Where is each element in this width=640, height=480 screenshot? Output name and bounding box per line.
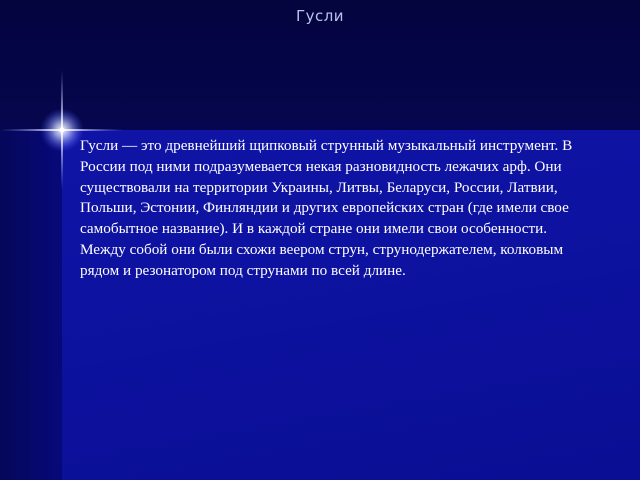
slide-title: Гусли [295, 7, 345, 25]
slide-body-text: Гусли — это древнейший щипковый струнный музыкальный инструмент. В России под ними подразумевается некая разновидность лежачих арф. Они существовали на территории Украины, Литвы, Беларуси, России, Латвии, Польши, Эстонии, Финляндии и других европейских стран (где имели свое самобытное название). И в каждой стране они имели свои особенности. Между собой они были схожи веером струн, струнодержателем, колковым рядом и резонатором под струнами по всей длине. [80, 137, 573, 279]
